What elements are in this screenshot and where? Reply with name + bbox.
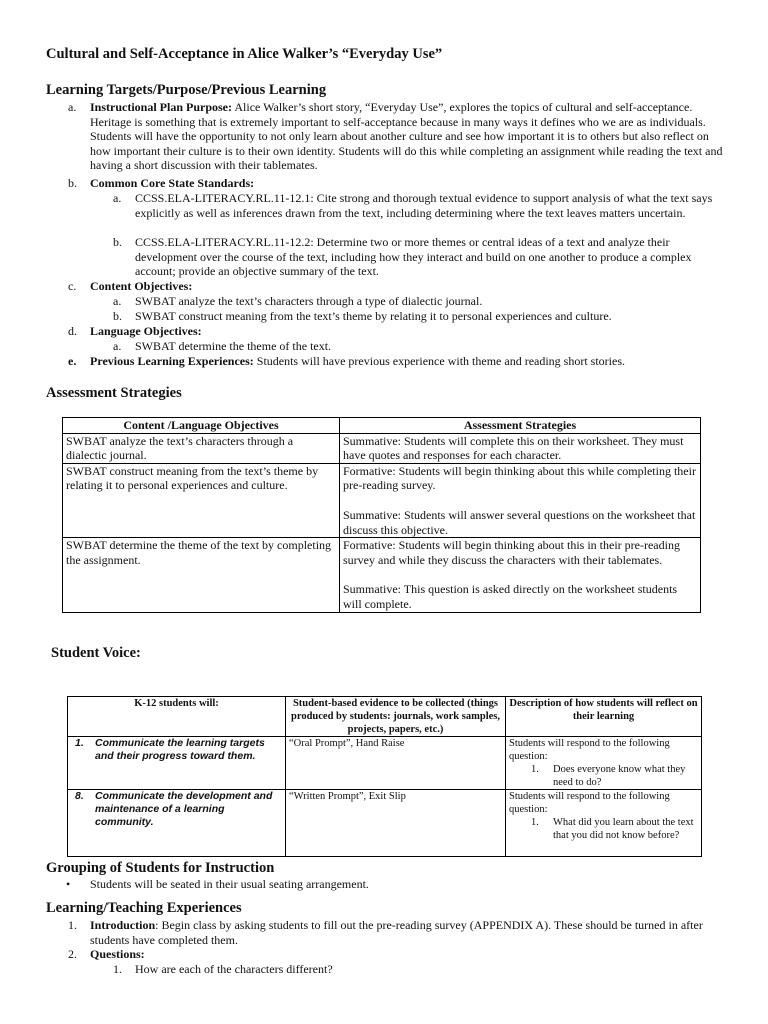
teaching-item-1: 1. Introduction: Begin class by asking students to fill out the pre-reading survey (APPENDIX A). These should be turned in after students have completed them. [68, 918, 703, 947]
assessment-table [62, 417, 701, 613]
content-objectives-label: Content Objectives: [90, 279, 193, 293]
table-header-row: K-12 students will: Student-based evidence to be collected (things produced by students: journals, work samples, projects, papers, etc.) Description of how students will reflect on their learning [68, 697, 702, 737]
previous-learning-label: Previous Learning Experiences: [90, 354, 254, 368]
question-1: 1. How are each of the characters different? [113, 962, 333, 976]
table-row: SWBAT analyze the text’s characters through a dialectic journal. Summative: Students will complete this on their worksheet. They must have quotes and responses for each character. [63, 433, 701, 463]
purpose-label: Instructional Plan Purpose: [90, 100, 233, 114]
grouping-heading: Grouping of Students for Instruction [46, 860, 275, 876]
table-row: SWBAT construct meaning from the text’s theme by relating it to personal experiences and culture. Formative: Students will begin thinking about this while completing their pre-reading survey. Summative: Students will answer several questions on the worksheet that discuss this objective. [63, 463, 701, 537]
standard-2: b. CCSS.ELA-LITERACY.RL.11-12.2: Determine two or more themes or central ideas of a text and analyze their development over the course of the text, including how they interact and build on one another to produce a complex account; provide an objective summary of the text. [113, 235, 692, 279]
list-item-a [68, 100, 723, 173]
teaching-heading: Learning/Teaching Experiences [46, 900, 242, 916]
standards-label: Common Core State Standards: [90, 176, 255, 190]
list-item-e: e. Previous Learning Experiences: Students will have previous experience with theme and reading short stories. [68, 354, 626, 368]
assessment-heading: Assessment Strategies [46, 385, 182, 401]
student-voice-table [67, 696, 702, 857]
grouping-bullet: • Students will be seated in their usual seating arrangement. [66, 877, 369, 891]
student-voice-heading: Student Voice: [51, 645, 141, 661]
list-item-d: d. Language Objectives: [68, 324, 202, 338]
table-row: SWBAT determine the theme of the text by completing the assignment. Formative: Students will begin thinking about this in their pre-reading survey and while they discuss the characters with their tablemates. Summative: This question is asked directly on the worksheet students will complete. [63, 538, 701, 612]
table-header-row: Content /Language Objectives Assessment Strategies [63, 418, 701, 434]
learning-heading: Learning Targets/Purpose/Previous Learning [46, 82, 327, 98]
bullet-icon: • [66, 877, 71, 891]
language-objectives-label: Language Objectives: [90, 324, 202, 338]
content-objective-2: b. SWBAT construct meaning from the text’s theme by relating it to personal experiences and culture. [113, 309, 612, 323]
table-row: 8. Communicate the development and maintenance of a learning community. “Written Prompt”, Exit Slip Students will respond to the following question: 1. What did you learn about the text that you did not know before? [68, 790, 702, 857]
table-row: 1. Communicate the learning targets and their progress toward them. “Oral Prompt”, Hand Raise Students will respond to the following question: 1. Does everyone know what they need to do? [68, 737, 702, 790]
purpose-text: Alice Walker’s short story, “Everyday Use”, explores the topics of cultural and self-acceptance. Heritage is something that is extremely important to self-acceptance because in many ways it defines who we are as individuals. Students will have the opportunity to not only learn about another culture and see how important it is to others but also reflect on how important their culture is to their own identity. Students will do this while completing an assignment while reading the text and having a short discussion with their tablemates. [90, 100, 723, 173]
standard-1: a. CCSS.ELA-LITERACY.RL.11-12.1: Cite strong and thorough textual evidence to support analysis of what the text says explicitly as well as inferences drawn from the text, including determining where the text leaves matters uncertain. [113, 191, 713, 220]
list-item-b: b. Common Core State Standards: [68, 176, 255, 190]
document-title: Cultural and Self-Acceptance in Alice Walker’s “Everyday Use” [46, 46, 443, 62]
language-objective-1: a. SWBAT determine the theme of the text. [113, 339, 332, 353]
content-objective-1: a. SWBAT analyze the text’s characters through a type of dialectic journal. [113, 294, 483, 308]
list-marker: a. [68, 100, 77, 114]
teaching-item-2: 2. Questions: [68, 947, 145, 961]
list-item-c: c. Content Objectives: [68, 279, 193, 293]
